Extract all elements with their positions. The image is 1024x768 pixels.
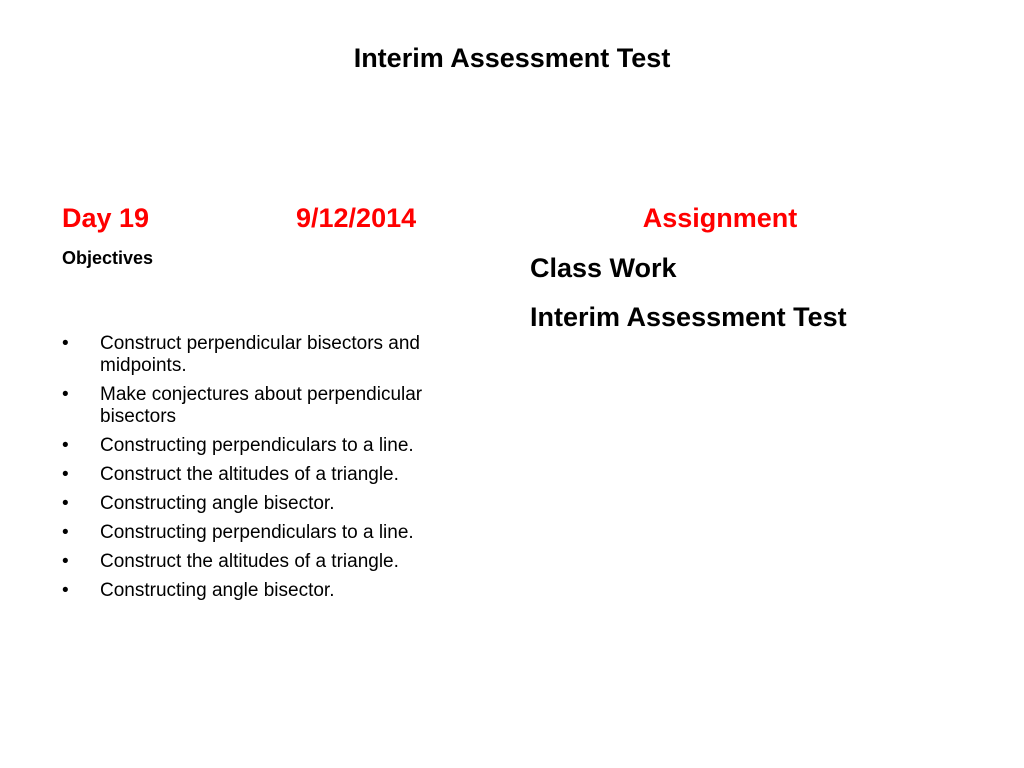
objectives-list	[62, 333, 502, 609]
bullet-icon: •	[62, 384, 69, 405]
objective-text: Construct the altitudes of a triangle.	[100, 551, 399, 572]
objective-item	[62, 580, 502, 602]
bullet-icon: •	[62, 435, 69, 456]
bullet-icon: •	[62, 580, 69, 601]
bullet-icon: •	[62, 493, 69, 514]
objective-text: Constructing angle bisector.	[100, 493, 335, 514]
objective-text: Construct perpendicular bisectors and midpoints.	[100, 333, 421, 376]
assignment-heading: Assignment	[642, 203, 798, 233]
day-label: Day 19	[62, 203, 150, 233]
objective-item	[62, 493, 502, 515]
assignment-list	[530, 250, 1000, 348]
objective-item	[62, 333, 502, 377]
bullet-icon: •	[62, 522, 69, 543]
assignment-item-interim-test: Interim Assessment Test	[530, 302, 847, 332]
slide-title: Interim Assessment Test	[353, 43, 671, 73]
objective-text: Construct the altitudes of a triangle.	[100, 464, 399, 485]
assignment-item-class-work: Class Work	[530, 253, 677, 283]
bullet-icon: •	[62, 333, 69, 354]
objective-item	[62, 464, 502, 486]
objective-item	[62, 522, 502, 544]
objective-item	[62, 435, 502, 457]
objective-text: Constructing angle bisector.	[100, 580, 335, 601]
objective-text: Make conjectures about perpendicular bisectors	[100, 384, 423, 427]
objective-item	[62, 384, 502, 428]
bullet-icon: •	[62, 464, 69, 485]
objectives-heading: Objectives	[62, 248, 154, 268]
date-label: 9/12/2014	[296, 203, 417, 233]
objective-text: Constructing perpendiculars to a line.	[100, 522, 414, 543]
objective-text: Constructing perpendiculars to a line.	[100, 435, 414, 456]
objective-item	[62, 551, 502, 573]
bullet-icon: •	[62, 551, 69, 572]
